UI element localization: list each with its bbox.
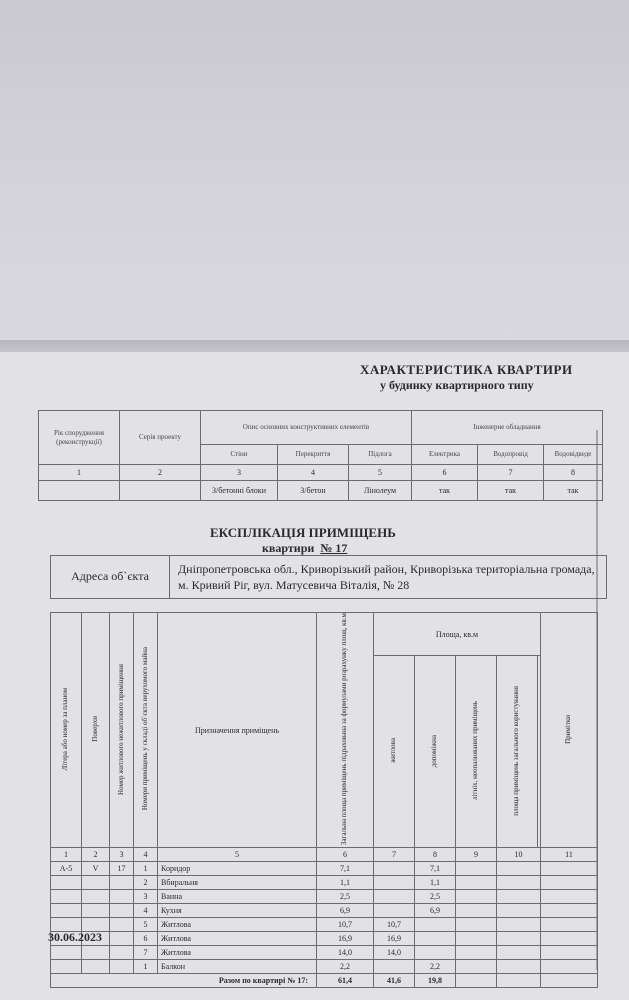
cell-apt [110, 960, 134, 974]
cell-empty [541, 890, 598, 904]
cell-empty [541, 932, 598, 946]
table-row [51, 862, 598, 876]
table-row [51, 946, 598, 960]
cell-purpose: Житлова [158, 932, 317, 946]
cell-empty [456, 960, 497, 974]
apartment-number: № 17 [320, 541, 348, 555]
header-floors: Перекриття [278, 445, 349, 465]
col-num: 1 [51, 848, 82, 862]
cell-empty [497, 904, 541, 918]
cell-empty [541, 918, 598, 932]
cell-empty [456, 932, 497, 946]
col-num: 2 [82, 848, 110, 862]
header-flooring: Підлога [349, 445, 412, 465]
header-construction: Опис основних конструктивних елементів [201, 411, 412, 445]
cell-purpose: Житлова [158, 918, 317, 932]
col-num: 8 [544, 465, 603, 481]
cell-litera [51, 876, 82, 890]
cell-purpose: Балкон [158, 960, 317, 974]
cell-empty [497, 862, 541, 876]
address-value: Дніпропетровська обл., Криворізький район, Криворізька територіальна громада, м. Кривий Ріг, вул. Матусевича Віталія, № 28 [170, 556, 607, 599]
value-floors: З/бетон [278, 481, 349, 501]
cell-living: 16,9 [374, 932, 415, 946]
header-electric: Електрика [412, 445, 478, 465]
upper-blank-page [0, 0, 629, 352]
cell-floor [82, 946, 110, 960]
value-electric: так [412, 481, 478, 501]
header-summer: літніх, неопалюваних приміщень [456, 656, 497, 848]
cell-floor [82, 890, 110, 904]
cell-floor [82, 960, 110, 974]
header-year: Рік спорудження (реконструкції) [39, 411, 120, 465]
col-num: 3 [110, 848, 134, 862]
cell-living [374, 904, 415, 918]
header-total-area: Загальна площа приміщень підрахована за формулами розрахунку площ, кв.м [317, 613, 374, 848]
cell-purpose: Ванна [158, 890, 317, 904]
cell-litera [51, 890, 82, 904]
col-num: 6 [412, 465, 478, 481]
cell-room: 3 [134, 890, 158, 904]
header-engineering: Інженерне обладнання [412, 411, 603, 445]
total-aux: 19,8 [415, 974, 456, 988]
cell-empty [541, 904, 598, 918]
cell-aux: 1,1 [415, 876, 456, 890]
col-num: 4 [278, 465, 349, 481]
col-num: 7 [478, 465, 544, 481]
header-common: площа приміщень загального користування [497, 656, 538, 848]
cell-living [374, 890, 415, 904]
header-walls: Стіни [201, 445, 278, 465]
cell-aux: 7,1 [415, 862, 456, 876]
cell-empty [497, 918, 541, 932]
cell-living: 10,7 [374, 918, 415, 932]
characteristics-table [38, 410, 603, 501]
cell-empty [497, 932, 541, 946]
explication-subtitle [262, 541, 347, 556]
cell-apt [110, 890, 134, 904]
cell-total: 7,1 [317, 862, 374, 876]
header-series: Серія проекту [120, 411, 201, 465]
cell-apt [110, 932, 134, 946]
cell-empty [497, 960, 541, 974]
header-sewer: Водовідведе [544, 445, 603, 465]
cell-empty [497, 876, 541, 890]
col-num: 1 [39, 465, 120, 481]
cell-total: 16,9 [317, 932, 374, 946]
cell-room: 4 [134, 904, 158, 918]
cell-litera [51, 904, 82, 918]
cell-aux [415, 932, 456, 946]
col-num: 9 [456, 848, 497, 862]
cell-empty [541, 960, 598, 974]
cell-empty [456, 946, 497, 960]
cell-aux: 2,2 [415, 960, 456, 974]
header-aux: допоміжна [415, 656, 456, 848]
value-sewer: так [544, 481, 603, 501]
header-room: Номери приміщень у складі об`єкта нерухомого майна [134, 613, 158, 848]
cell-empty [541, 862, 598, 876]
cell-empty [541, 876, 598, 890]
value-walls: З/бетонні блоки [201, 481, 278, 501]
cell-total: 14,0 [317, 946, 374, 960]
table-row [51, 876, 598, 890]
cell-living: 14,0 [374, 946, 415, 960]
header-litera: Літера або номер за планом [51, 613, 82, 848]
col-num: 6 [317, 848, 374, 862]
cell-room: 1 [134, 862, 158, 876]
col-num: 4 [134, 848, 158, 862]
cell-total: 2,5 [317, 890, 374, 904]
cell-room: 6 [134, 932, 158, 946]
header-water: Водопровід [478, 445, 544, 465]
col-num: 2 [120, 465, 201, 481]
page-edge-shadow [596, 430, 598, 970]
table-row [51, 890, 598, 904]
cell-empty [497, 890, 541, 904]
cell-apt [110, 876, 134, 890]
cell-empty [456, 862, 497, 876]
characteristics-title: ХАРАКТЕРИСТИКА КВАРТИРИ [360, 362, 573, 377]
header-apt: Номер житлового нежитлового приміщення [110, 613, 134, 848]
col-num: 7 [374, 848, 415, 862]
cell-aux [415, 918, 456, 932]
col-num: 10 [497, 848, 541, 862]
col-num: 5 [349, 465, 412, 481]
cell-room: 7 [134, 946, 158, 960]
cell-purpose: Житлова [158, 946, 317, 960]
address-label: Адреса об`єкта [51, 556, 170, 599]
cell-room: 5 [134, 918, 158, 932]
table-row [51, 918, 598, 932]
cell-total: 2,2 [317, 960, 374, 974]
cell-living [374, 960, 415, 974]
cell-empty [541, 946, 598, 960]
cell-empty [497, 946, 541, 960]
cell-floor: V [82, 862, 110, 876]
cell-apt [110, 918, 134, 932]
cell-living [374, 862, 415, 876]
cell-empty [456, 918, 497, 932]
cell-aux [415, 946, 456, 960]
header-notes: Примітки [541, 613, 598, 848]
col-num: 5 [158, 848, 317, 862]
total-living: 41,6 [374, 974, 415, 988]
cell-empty [456, 876, 497, 890]
cell-aux: 6,9 [415, 904, 456, 918]
explication-title: ЕКСПЛІКАЦІЯ ПРИМІЩЕНЬ [210, 525, 396, 540]
cell-purpose: Кухня [158, 904, 317, 918]
cell-living [374, 876, 415, 890]
cell-total: 6,9 [317, 904, 374, 918]
col-num: 11 [541, 848, 598, 862]
cell-apt [110, 946, 134, 960]
cell-apt: 17 [110, 862, 134, 876]
explication-table [50, 612, 598, 988]
total-area: 61,4 [317, 974, 374, 988]
cell-purpose: Вбиральня [158, 876, 317, 890]
cell-empty [456, 904, 497, 918]
value-year [39, 481, 120, 501]
cell-floor [82, 904, 110, 918]
cell-purpose: Коридор [158, 862, 317, 876]
cell-litera: А-5 [51, 862, 82, 876]
cell-aux: 2,5 [415, 890, 456, 904]
table-row [51, 932, 598, 946]
address-table [50, 555, 607, 599]
table-row [51, 904, 598, 918]
cell-empty [456, 890, 497, 904]
cell-apt [110, 904, 134, 918]
total-label: Разом по квартирі № 17: [51, 974, 317, 988]
header-living: житлова [374, 656, 415, 848]
cell-room: 2 [134, 876, 158, 890]
cell-total: 10,7 [317, 918, 374, 932]
value-water: так [478, 481, 544, 501]
cell-room: 1 [134, 960, 158, 974]
header-purpose: Призначення приміщень [158, 613, 317, 848]
characteristics-subtitle: у будинку квартирного типу [380, 378, 534, 392]
cell-total: 1,1 [317, 876, 374, 890]
value-flooring: Лінолеум [349, 481, 412, 501]
table-row [51, 960, 598, 974]
col-num: 8 [415, 848, 456, 862]
header-floor: Поверхи [82, 613, 110, 848]
subtitle-prefix: квартири [262, 541, 315, 555]
col-num: 3 [201, 465, 278, 481]
header-area-group: Площа, кв.м [374, 613, 541, 656]
document-date: 30.06.2023 [48, 930, 102, 944]
value-series [120, 481, 201, 501]
cell-floor [82, 876, 110, 890]
cell-litera [51, 960, 82, 974]
cell-litera [51, 946, 82, 960]
